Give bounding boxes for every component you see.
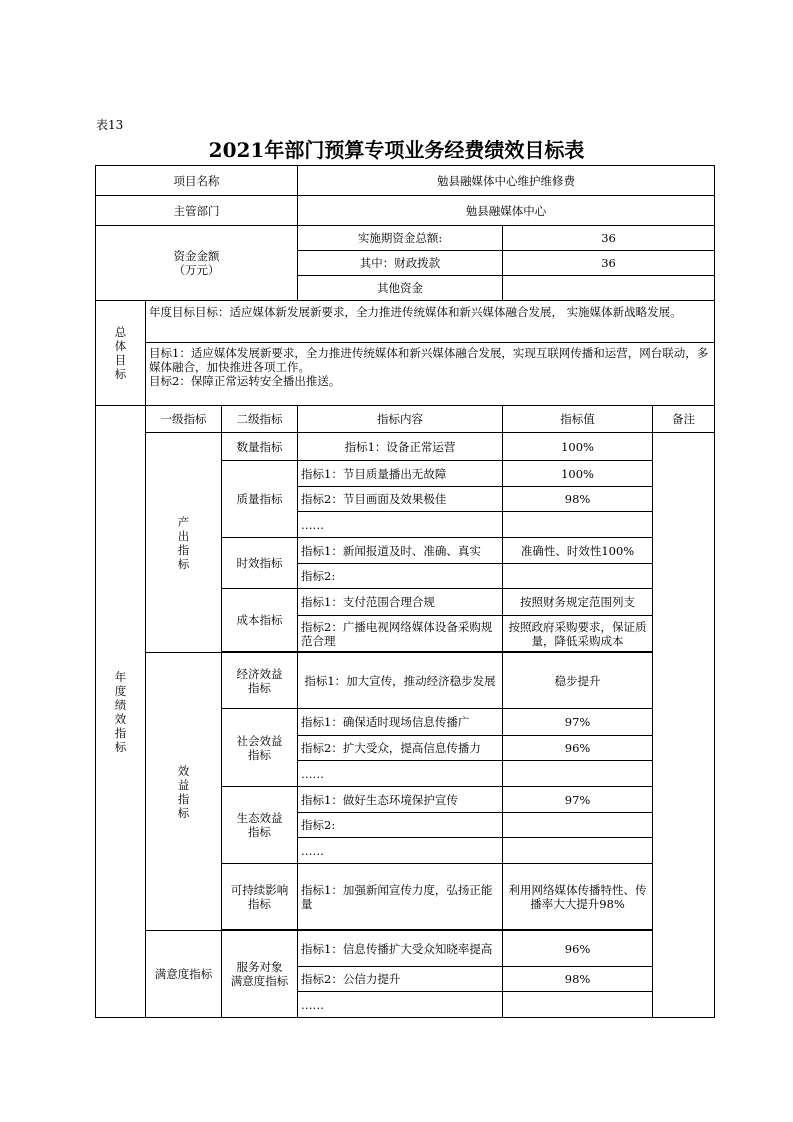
total-fund-label: 实施期资金总额: [298, 226, 503, 251]
indicator-value: 100% [503, 461, 653, 487]
total-fund-value: 36 [503, 226, 715, 251]
indicator-content: …… [298, 992, 503, 1018]
indicator-value [503, 761, 653, 787]
other-fund-value [503, 276, 715, 301]
level2-service: 服务对象 满意度指标 [222, 931, 298, 1018]
performance-target-table [95, 165, 715, 1018]
fund-amount-label [96, 226, 298, 301]
indicator-content: 指标2: [298, 813, 503, 838]
header-content: 指标内容 [298, 406, 503, 433]
level2-sustainable: 可持续影响 指标 [222, 864, 298, 930]
fiscal-fund-value: 36 [503, 251, 715, 276]
annual-target-text: 年度目标目标：适应媒体新发展新要求，全力推进传统媒体和新兴媒体融合发展， 实施媒体新战略发展。 [146, 301, 715, 343]
level2-economic: 经济效益 指标 [222, 653, 298, 709]
indicator-content: 指标2：广播电视网络媒体设备采购规范合理 [298, 616, 503, 652]
level2-ecological: 生态效益 指标 [222, 787, 298, 864]
fund-unit-text: （万元） [173, 263, 220, 277]
indicator-value [503, 564, 653, 589]
indicator-content: 指标1：确保适时现场信息传播广 [298, 709, 503, 736]
indicator-content: 指标1：加大宣传，推动经济稳步发展 [298, 653, 503, 709]
indicator-value: 97% [503, 787, 653, 813]
indicator-content: 指标2：节目画面及效果极佳 [298, 487, 503, 512]
level2-social: 社会效益 指标 [222, 709, 298, 787]
indicator-value [503, 838, 653, 864]
indicator-value: 96% [503, 736, 653, 761]
department-label: 主管部门 [96, 196, 298, 226]
other-fund-label: 其他资金 [298, 276, 503, 301]
indicator-content: …… [298, 761, 503, 787]
level1-benefit: 效 益 指 标 [146, 653, 222, 931]
level2-timeliness: 时效指标 [222, 538, 298, 589]
fiscal-fund-label: 其中：财政拨款 [298, 251, 503, 276]
indicator-value: 100% [503, 433, 653, 461]
indicator-content: 指标2: [298, 564, 503, 589]
indicator-value [503, 813, 653, 838]
level2-cost: 成本指标 [222, 589, 298, 652]
overall-target-label: 总 体 目 标 [96, 301, 146, 406]
indicator-value: 按照政府采购要求，保证质量，降低采购成本 [503, 616, 653, 652]
indicator-value: 准确性、时效性100% [503, 538, 653, 564]
indicator-content: 指标2：公信力提升 [298, 967, 503, 992]
indicator-value: 96% [503, 931, 653, 967]
indicator-value: 按照财务规定范围列支 [503, 589, 653, 616]
header-value: 指标值 [503, 406, 653, 433]
department-value: 勉县融媒体中心 [298, 196, 715, 226]
indicator-value: 稳步提升 [503, 653, 653, 709]
indicator-value [503, 512, 653, 538]
indicator-content: 指标2：扩大受众，提高信息传播力 [298, 736, 503, 761]
table-number: 表13 [96, 118, 124, 132]
indicator-content: 指标1：节目质量播出无故障 [298, 461, 503, 487]
indicator-content: 指标1：加强新闻宣传力度，弘扬正能量 [298, 864, 503, 930]
header-level2: 二级指标 [222, 406, 298, 433]
project-name-value: 勉县融媒体中心维护维修费 [298, 166, 715, 196]
indicator-content: 指标1：信息传播扩大受众知晓率提高 [298, 931, 503, 967]
indicator-content: 指标1：设备正常运营 [298, 433, 503, 461]
indicator-value: 97% [503, 709, 653, 736]
indicator-content: 指标1：新闻报道及时、准确、真实 [298, 538, 503, 564]
indicator-content: …… [298, 838, 503, 864]
annual-performance-label: 年 度 绩 效 指 标 [96, 406, 146, 1018]
remark-cell [653, 433, 715, 1018]
indicator-value: 利用网络媒体传播特性、传播率大大提升98% [503, 864, 653, 930]
indicator-value: 98% [503, 967, 653, 992]
indicator-content: …… [298, 512, 503, 538]
page-title: 2021年部门预算专项业务经费绩效目标表 [208, 138, 585, 162]
header-remark: 备注 [653, 406, 715, 433]
level1-satisfaction: 满意度指标 [146, 931, 222, 1018]
header-level1: 一级指标 [146, 406, 222, 433]
level2-quality: 质量指标 [222, 461, 298, 538]
indicator-value: 98% [503, 487, 653, 512]
indicator-content: 指标1：支付范围合理合规 [298, 589, 503, 616]
fund-label-text: 资金金额 [173, 249, 220, 263]
indicator-content: 指标1：做好生态环境保护宣传 [298, 787, 503, 813]
project-name-label: 项目名称 [96, 166, 298, 196]
targets-text: 目标1：适应媒体发展新要求，全力推进传统媒体和新兴媒体融合发展，实现互联网传播和运营，网台联动，多媒体融合，加快推进各项工作。 目标2：保障正常运转安全播出推送。 [146, 343, 715, 406]
level1-output: 产 出 指 标 [146, 433, 222, 653]
level2-quantity: 数量指标 [222, 433, 298, 461]
indicator-value [503, 992, 653, 1018]
